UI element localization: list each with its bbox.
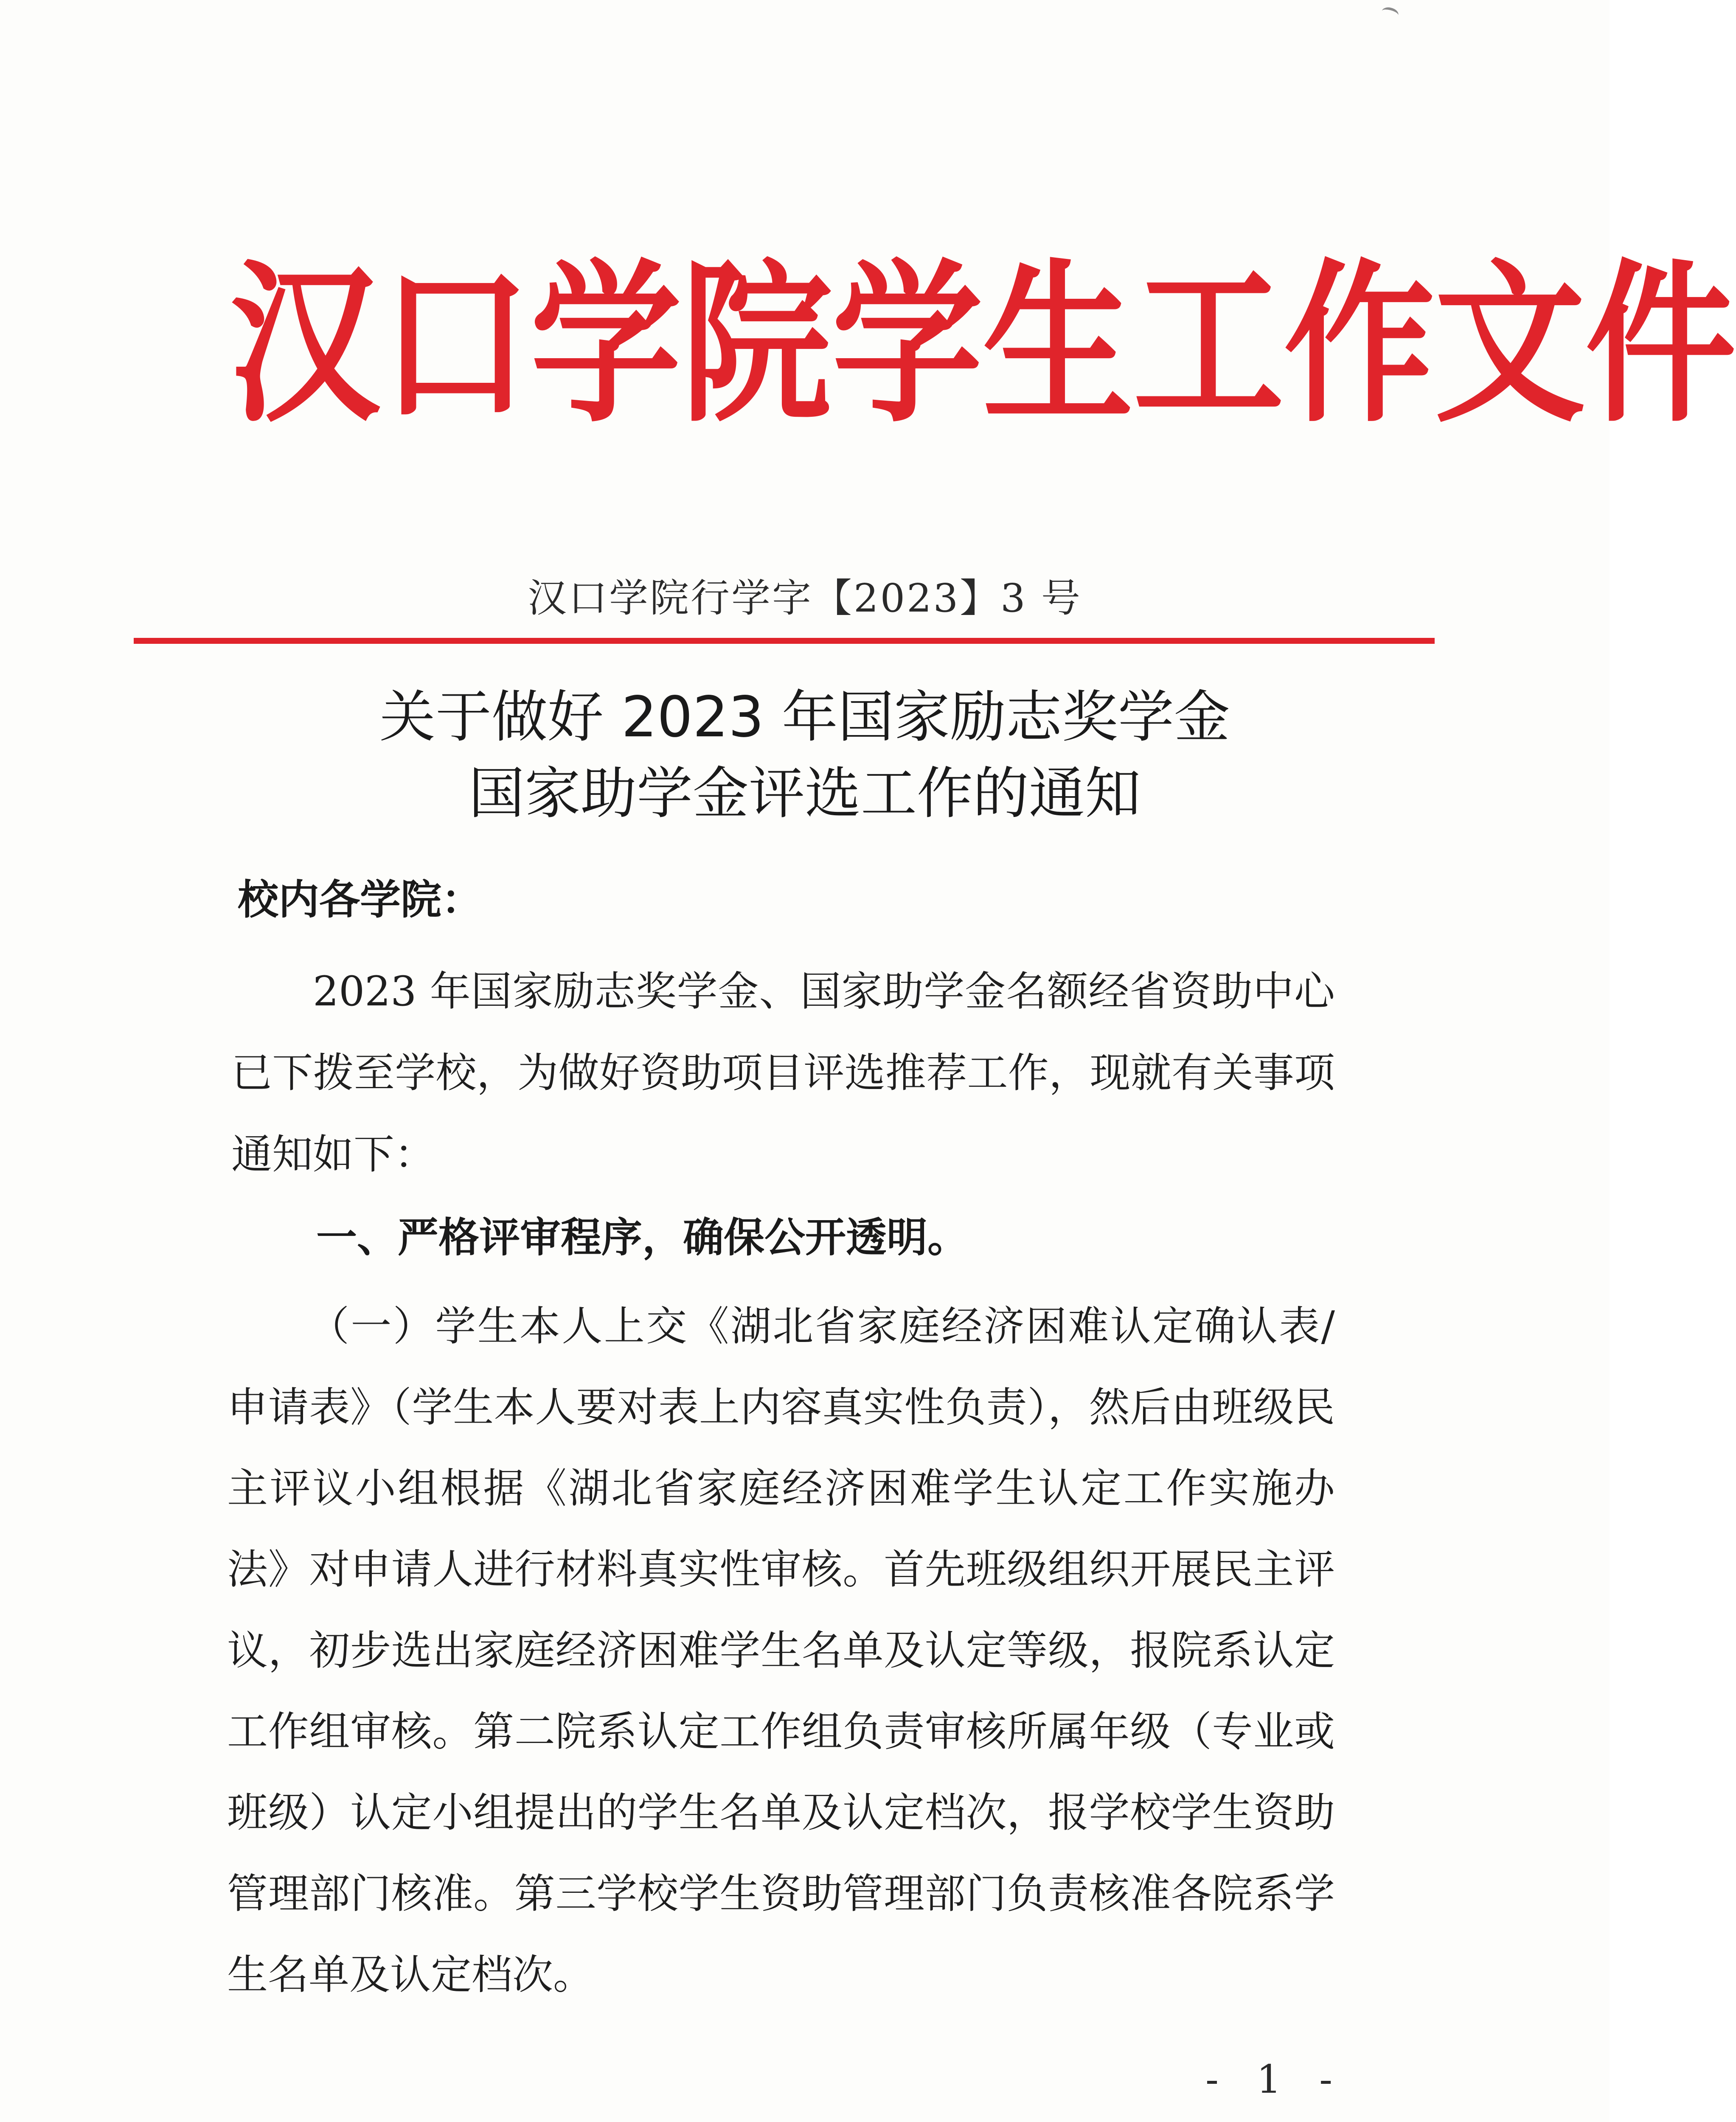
section-1-body [227, 1286, 1335, 2015]
document-number: 汉口学院行学字【2023】3 号 [528, 575, 1082, 621]
header-divider-rule [134, 638, 1435, 644]
issuer-header-title [229, 242, 1736, 446]
header-title-char: 口 [380, 242, 531, 446]
salutation: 校内各学院： [238, 876, 482, 923]
header-title-char: 学 [832, 242, 983, 446]
header-title-char: 作 [1284, 242, 1435, 446]
header-title-char: 学 [531, 242, 681, 446]
notice-title-line-2: 国家助学金评选工作的通知 [469, 761, 1141, 826]
header-title-char: 生 [983, 242, 1133, 446]
intro-paragraph: 2023 年国家励志奖学金、国家助学金名额经省资助中心已下拨至学校，为做好资助项目评选推荐工作，现就有关事项通知如下： [231, 968, 1335, 1178]
notice-title [0, 679, 1610, 832]
intro-section [231, 951, 1335, 1195]
scan-mark [1380, 6, 1399, 20]
notice-title-line-1: 关于做好 2023 年国家励志奖学金 [379, 685, 1230, 750]
section-1-paragraph: （一）学生本人上交《湖北省家庭经济困难认定确认表/申请表》（学生本人要对表上内容真实性负责），然后由班级民主评议小组根据《湖北省家庭经济困难学生认定工作实施办法》对申请人进行材料真实性审核。首先班级组织开展民主评议，初步选出家庭经济困难学生名单及认定等级，报院系认定工作组审核。第二院系认定工作组负责审核所属年级（专业或班级）认定小组提出的学生名单及认定档次，报学校学生资助管理部门核准。第三学校学生资助管理部门负责核准各院系学生名单及认定档次。 [227, 1302, 1335, 1998]
header-title-char: 院 [681, 242, 832, 446]
header-title-char: 工 [1133, 242, 1284, 446]
header-title-char: 件 [1585, 242, 1736, 446]
header-title-char: 文 [1435, 242, 1585, 446]
page-number: - 1 - [1205, 2057, 1346, 2102]
section-1-heading: 一、严格评审程序，确保公开透明。 [316, 1213, 968, 1261]
header-title-char: 汉 [229, 242, 380, 446]
